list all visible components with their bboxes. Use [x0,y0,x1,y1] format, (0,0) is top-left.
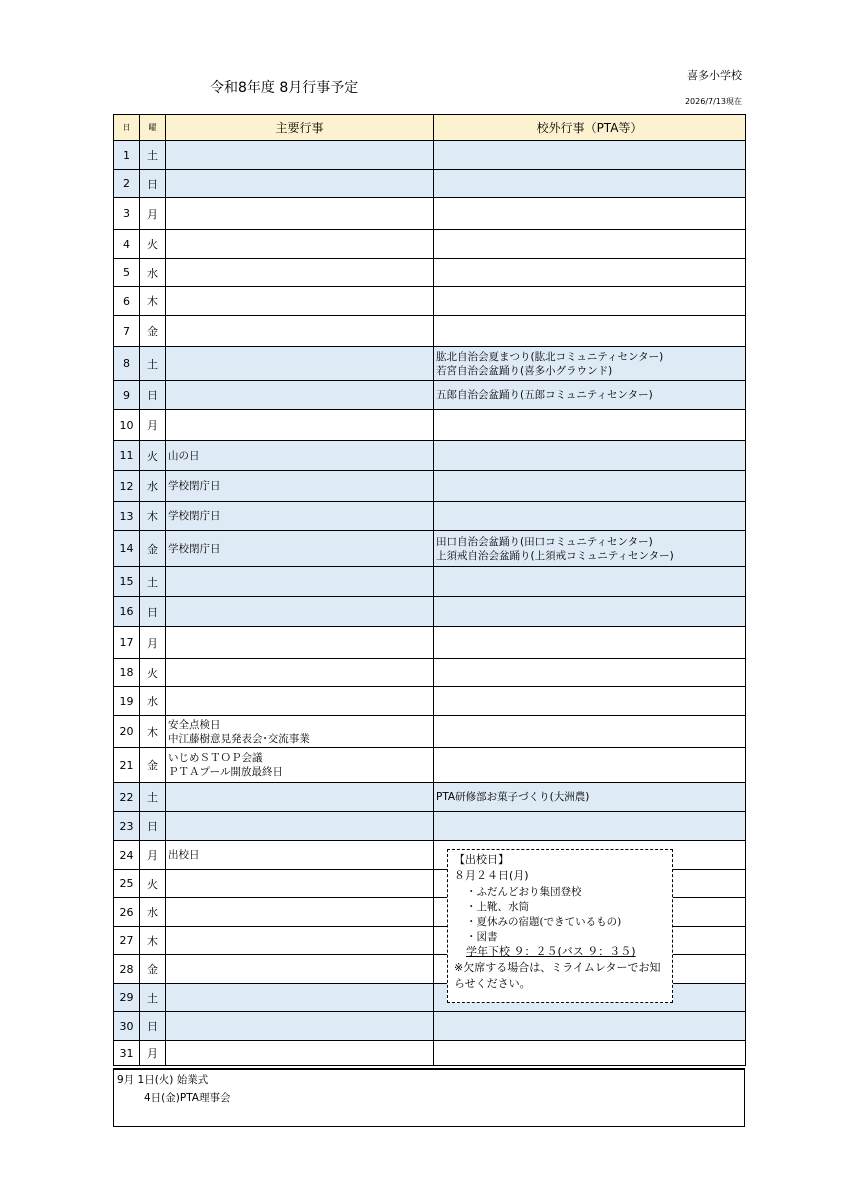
day-cell: 21 [114,748,140,783]
day-cell: 15 [114,567,140,597]
weekday-cell: 金 [140,531,166,567]
notice-item: ・図書 [466,931,498,943]
notice-dismissal: 学年下校 ９：２５(バス ９：３５) [466,945,636,958]
external-event-cell [434,687,746,716]
weekday-cell: 木 [140,287,166,316]
main-event-cell [166,287,434,316]
main-event-cell [166,783,434,812]
header-day: 日 [114,115,140,141]
day-cell: 29 [114,984,140,1012]
external-event-cell [434,316,746,347]
weekday-cell: 木 [140,502,166,531]
september-notes [113,1068,745,1127]
notice-item: ・上靴、水筒 [466,901,529,913]
main-event-cell [166,567,434,597]
external-event-cell [434,627,746,659]
table-row [114,748,746,783]
table-row [114,597,746,627]
table-row [114,141,746,170]
day-cell: 6 [114,287,140,316]
external-event-cell [434,748,746,783]
day-cell: 12 [114,471,140,502]
day-cell: 28 [114,955,140,984]
day-cell: 11 [114,441,140,471]
external-event-cell [434,502,746,531]
external-event-cell: 田口自治会盆踊り(田口コミュニティセンター) 上須戒自治会盆踊り(上須戒コミュニティセンター) [434,531,746,567]
weekday-cell: 日 [140,381,166,410]
main-event-cell: 学校閉庁日 [166,531,434,567]
weekday-cell: 日 [140,597,166,627]
day-cell: 31 [114,1041,140,1066]
table-row [114,259,746,287]
main-event-cell [166,230,434,259]
main-event-cell: 学校閉庁日 [166,502,434,531]
school-name: 喜多小学校 [687,69,742,82]
september-note-1: 9月 1日(火) 始業式 [117,1074,209,1086]
weekday-cell: 月 [140,627,166,659]
weekday-cell: 水 [140,687,166,716]
main-event-cell [166,627,434,659]
main-event-cell [166,927,434,955]
day-cell: 17 [114,627,140,659]
day-cell: 9 [114,381,140,410]
main-event-cell [166,870,434,898]
external-event-cell [434,1041,746,1066]
main-event-cell [166,597,434,627]
table-row [114,716,746,748]
external-event-cell [434,170,746,198]
table-row [114,347,746,381]
table-header-row [114,115,746,141]
external-event-cell [434,471,746,502]
day-cell: 7 [114,316,140,347]
table-row [114,316,746,347]
external-event-cell: 肱北自治会夏まつり(肱北コミュニティセンター) 若宮自治会盆踊り(喜多小グラウンド) [434,347,746,381]
table-row [114,687,746,716]
main-event-cell: 学校閉庁日 [166,471,434,502]
day-cell: 25 [114,870,140,898]
day-cell: 16 [114,597,140,627]
main-event-cell [166,316,434,347]
weekday-cell: 水 [140,259,166,287]
table-row [114,531,746,567]
header-main-events: 主要行事 [166,115,434,141]
external-event-cell [434,1012,746,1041]
main-event-cell: 山の日 [166,441,434,471]
table-row [114,441,746,471]
day-cell: 3 [114,198,140,230]
weekday-cell: 火 [140,870,166,898]
day-cell: 24 [114,841,140,870]
weekday-cell: 日 [140,1012,166,1041]
table-row [114,567,746,597]
header-weekday: 曜 [140,115,166,141]
notice-absence: ※欠席する場合は、ミライムレターでお知らせください。 [454,961,661,990]
external-event-cell [434,198,746,230]
day-cell: 23 [114,812,140,841]
table-row [114,502,746,531]
table-row [114,287,746,316]
table-row [114,410,746,441]
weekday-cell: 火 [140,230,166,259]
main-event-cell: いじめＳＴＯＰ会議 ＰＴＡプール開放最終日 [166,748,434,783]
main-event-cell: 出校日 [166,841,434,870]
table-row [114,627,746,659]
table-row [114,1041,746,1066]
main-event-cell: 安全点検日 中江藤樹意見発表会･交流事業 [166,716,434,748]
day-cell: 13 [114,502,140,531]
weekday-cell: 日 [140,170,166,198]
day-cell: 5 [114,259,140,287]
september-note-2: 4日(金)PTA理事会 [144,1092,231,1104]
weekday-cell: 土 [140,141,166,170]
header-external-events: 校外行事（PTA等） [434,115,746,141]
weekday-cell: 土 [140,567,166,597]
weekday-cell: 月 [140,410,166,441]
main-event-cell [166,198,434,230]
day-cell: 1 [114,141,140,170]
weekday-cell: 土 [140,984,166,1012]
main-event-cell [166,812,434,841]
day-cell: 8 [114,347,140,381]
external-event-cell [434,230,746,259]
weekday-cell: 金 [140,316,166,347]
external-event-cell [434,716,746,748]
day-cell: 22 [114,783,140,812]
page-title: 令和8年度 8月行事予定 [210,80,359,96]
main-event-cell [166,410,434,441]
weekday-cell: 木 [140,927,166,955]
table-row [114,471,746,502]
day-cell: 4 [114,230,140,259]
table-row [114,783,746,812]
main-event-cell [166,898,434,927]
external-event-cell: PTA研修部お菓子づくり(大洲農) [434,783,746,812]
table-row [114,170,746,198]
weekday-cell: 日 [140,812,166,841]
weekday-cell: 金 [140,748,166,783]
external-event-cell [434,141,746,170]
weekday-cell: 月 [140,841,166,870]
table-row [114,659,746,687]
external-event-cell [434,441,746,471]
external-event-cell [434,410,746,441]
day-cell: 26 [114,898,140,927]
main-event-cell [166,170,434,198]
notice-heading: 【出校日】 [454,853,509,866]
notice-item: ・ふだんどおり集団登校 [466,886,582,898]
external-event-cell [434,812,746,841]
attendance-day-notice [447,849,673,1003]
main-event-cell [166,381,434,410]
external-event-cell [434,597,746,627]
day-cell: 2 [114,170,140,198]
weekday-cell: 月 [140,1041,166,1066]
day-cell: 27 [114,927,140,955]
weekday-cell: 金 [140,955,166,984]
weekday-cell: 月 [140,198,166,230]
table-row [114,198,746,230]
weekday-cell: 水 [140,898,166,927]
main-event-cell [166,141,434,170]
external-event-cell [434,259,746,287]
main-event-cell [166,687,434,716]
main-event-cell [166,984,434,1012]
weekday-cell: 水 [140,471,166,502]
weekday-cell: 土 [140,347,166,381]
external-event-cell [434,287,746,316]
day-cell: 10 [114,410,140,441]
day-cell: 14 [114,531,140,567]
main-event-cell [166,1012,434,1041]
external-event-cell [434,567,746,597]
main-event-cell [166,1041,434,1066]
main-event-cell [166,659,434,687]
weekday-cell: 火 [140,659,166,687]
day-cell: 30 [114,1012,140,1041]
table-row [114,1012,746,1041]
day-cell: 18 [114,659,140,687]
weekday-cell: 火 [140,441,166,471]
day-cell: 19 [114,687,140,716]
external-event-cell [434,659,746,687]
as-of-date: 2026/7/13現在 [684,97,742,106]
main-event-cell [166,259,434,287]
notice-date: ８月２４日(月) [454,869,529,882]
table-row [114,230,746,259]
notice-item: ・夏休みの宿題(できているもの) [466,916,622,928]
main-event-cell [166,955,434,984]
table-row [114,812,746,841]
external-event-cell: 五郎自治会盆踊り(五郎コミュニティセンター) [434,381,746,410]
weekday-cell: 木 [140,716,166,748]
day-cell: 20 [114,716,140,748]
table-row [114,381,746,410]
main-event-cell [166,347,434,381]
weekday-cell: 土 [140,783,166,812]
